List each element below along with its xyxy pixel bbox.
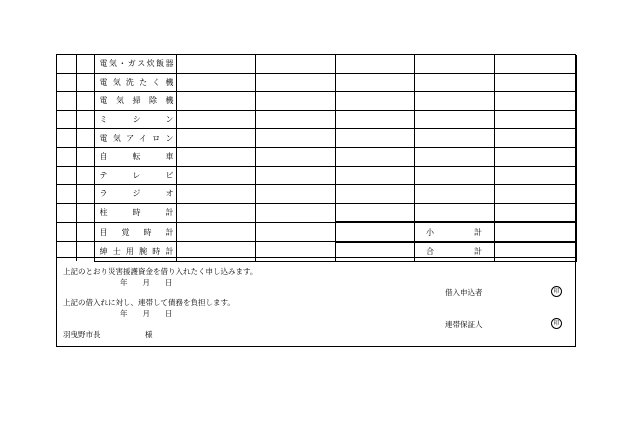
- item-name-cell: [94, 147, 176, 166]
- value-cell: [176, 147, 255, 166]
- group-cell: [76, 55, 94, 73]
- value-cell: [414, 73, 494, 92]
- value-cell: [335, 166, 414, 185]
- value-cell: [176, 203, 255, 222]
- group-cell: [76, 166, 94, 185]
- value-cell: [494, 92, 576, 111]
- item-name: ミシン: [99, 115, 174, 125]
- value-cell: [414, 166, 494, 185]
- value-cell: [335, 55, 414, 73]
- item-name-cell: [94, 55, 176, 73]
- group-cell: [76, 242, 94, 261]
- borrower-label: 借入申込者: [445, 288, 483, 297]
- item-name-cell: [94, 110, 176, 129]
- value-cell: [335, 147, 414, 166]
- total-label: 合計: [426, 247, 482, 257]
- margin-cell: [57, 203, 76, 222]
- value-cell: [414, 185, 494, 204]
- guarantee-text: 上記の借入れに対し、連帯して債務を負担します。: [63, 298, 235, 307]
- table-row: [57, 147, 576, 166]
- item-name: ラジオ: [99, 189, 174, 199]
- table-row: [57, 129, 576, 148]
- value-cell: [335, 110, 414, 129]
- margin-cell: [57, 73, 76, 92]
- group-cell: [76, 222, 94, 242]
- margin-cell: [57, 185, 76, 204]
- value-cell: [494, 147, 576, 166]
- value-cell: [414, 203, 494, 222]
- margin-cell: [57, 92, 76, 111]
- addressee: 羽曳野市長: [63, 330, 101, 339]
- guarantor-label: 連帯保証人: [445, 320, 483, 329]
- value-cell: [414, 242, 494, 261]
- value-cell: [176, 129, 255, 148]
- item-name: 紳士用腕時計: [99, 246, 174, 256]
- item-name: テレビ: [99, 170, 174, 180]
- item-name: 電気・ガス炊飯器: [99, 59, 174, 69]
- item-name: 柱時計: [99, 208, 174, 218]
- value-cell: [494, 222, 576, 242]
- item-name: 電気アイロン: [99, 133, 174, 143]
- value-cell: [255, 55, 335, 73]
- value-cell: [414, 147, 494, 166]
- value-cell: [176, 110, 255, 129]
- item-name: 電気洗たく機: [99, 77, 174, 87]
- seal-2-mark: 印: [551, 318, 562, 329]
- value-cell: [335, 242, 414, 261]
- value-cell: [255, 242, 335, 261]
- value-cell: [176, 185, 255, 204]
- item-name-cell: [94, 92, 176, 111]
- value-cell: [414, 129, 494, 148]
- value-cell: [255, 92, 335, 111]
- value-cell: [335, 92, 414, 111]
- table-row: [57, 166, 576, 185]
- table-row: [57, 55, 576, 73]
- value-cell: [176, 92, 255, 111]
- item-name-cell: [94, 73, 176, 92]
- item-name-cell: [94, 242, 176, 261]
- value-cell: [494, 110, 576, 129]
- value-cell: [414, 222, 494, 242]
- value-cell: [494, 166, 576, 185]
- value-cell: [335, 73, 414, 92]
- value-cell: [494, 185, 576, 204]
- honorific: 様: [145, 330, 153, 339]
- item-name-cell: [94, 166, 176, 185]
- household-items-table: [57, 55, 577, 262]
- value-cell: [414, 110, 494, 129]
- value-cell: [176, 55, 255, 73]
- value-cell: [335, 185, 414, 204]
- group-cell: [76, 110, 94, 129]
- margin-cell: [57, 166, 76, 185]
- subtotal-label: 小計: [426, 227, 482, 237]
- value-cell: [176, 242, 255, 261]
- value-cell: [335, 222, 414, 242]
- guarantee-date: 年 月 日: [120, 309, 173, 318]
- margin-cell: [57, 55, 76, 73]
- group-cell: [76, 185, 94, 204]
- value-cell: [494, 55, 576, 73]
- item-name: 目覚時計: [99, 227, 174, 237]
- item-name: 電気掃除機: [99, 96, 174, 106]
- value-cell: [494, 73, 576, 92]
- seal-1-mark: 印: [551, 286, 562, 297]
- value-cell: [255, 222, 335, 242]
- value-cell: [414, 92, 494, 111]
- value-cell: [176, 166, 255, 185]
- value-cell: [494, 129, 576, 148]
- table-row: [57, 73, 576, 92]
- value-cell: [335, 203, 414, 222]
- table-row: [57, 242, 576, 261]
- margin-cell: [57, 242, 76, 261]
- value-cell: [255, 185, 335, 204]
- group-cell: [76, 147, 94, 166]
- item-name-cell: [94, 203, 176, 222]
- item-name-cell: [94, 185, 176, 204]
- section-divider: [57, 257, 576, 258]
- table-row: [57, 185, 576, 204]
- application-text: 上記のとおり災害援護資金を借り入れたく申し込みます。: [63, 267, 258, 276]
- item-name-cell: [94, 222, 176, 242]
- group-cell: [76, 92, 94, 111]
- table-row: [57, 222, 576, 242]
- item-name-cell: [94, 129, 176, 148]
- item-name: 自転車: [99, 152, 174, 162]
- value-cell: [255, 166, 335, 185]
- margin-cell: [57, 147, 76, 166]
- margin-cell: [57, 222, 76, 242]
- table-row: [57, 92, 576, 111]
- value-cell: [414, 55, 494, 73]
- value-cell: [255, 129, 335, 148]
- value-cell: [255, 203, 335, 222]
- value-cell: [255, 147, 335, 166]
- value-cell: [494, 242, 576, 261]
- table-row: [57, 110, 576, 129]
- value-cell: [176, 73, 255, 92]
- group-cell: [76, 129, 94, 148]
- application-date: 年 月 日: [120, 278, 173, 287]
- value-cell: [255, 73, 335, 92]
- value-cell: [255, 110, 335, 129]
- loan-application-form: [56, 54, 576, 347]
- value-cell: [494, 203, 576, 222]
- value-cell: [335, 129, 414, 148]
- margin-cell: [57, 110, 76, 129]
- table-row: [57, 203, 576, 222]
- value-cell: [176, 222, 255, 242]
- margin-cell: [57, 129, 76, 148]
- group-cell: [76, 73, 94, 92]
- group-cell: [76, 203, 94, 222]
